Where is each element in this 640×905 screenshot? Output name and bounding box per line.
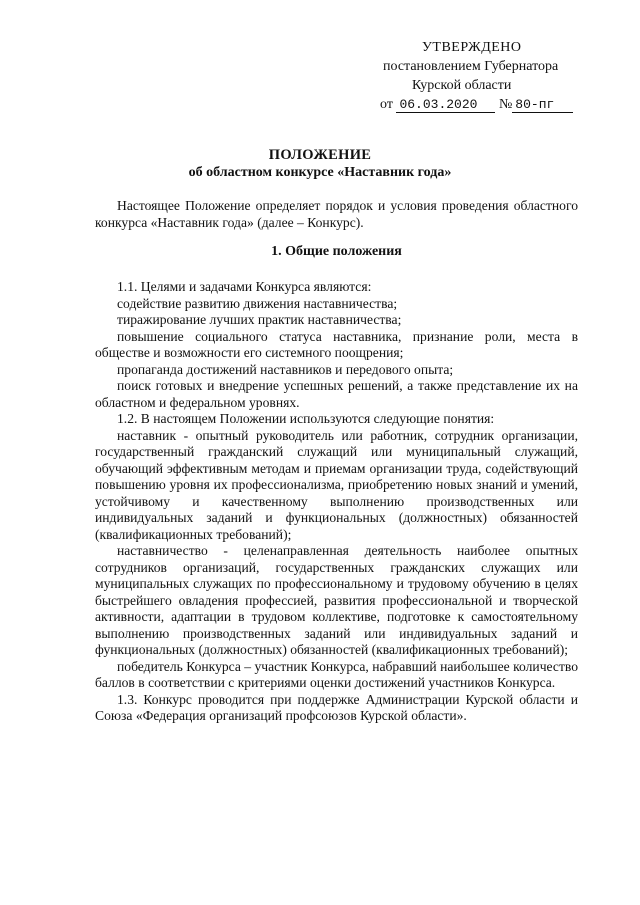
approval-heading: УТВЕРЖДЕНО: [422, 40, 522, 55]
paragraph: содействие развитию движения наставничества;: [117, 295, 398, 311]
paragraph: пропаганда достижений наставников и передового опыта;: [117, 361, 454, 377]
section-heading: 1. Общие положения: [271, 244, 402, 259]
paragraph: тиражирование лучших практик наставничества;: [117, 312, 402, 327]
approval-block: [380, 38, 610, 114]
paragraph: 1.3. Конкурс проводится при поддержке Администрации Курской области и Союза «Федерация организаций профсоюзов Курской области».: [95, 691, 578, 723]
paragraph: поиск готовых и внедрение успешных решений, а также представление их на областном и федеральном уровнях.: [95, 378, 578, 410]
paragraph: наставник - опытный руководитель или работник, сотрудник организации, государственный гражданский служащий или муниципальный служащий, обучающий эффективным методам и приемам организации труда, содействующий повышению уровня их профессионализма, приобретению новых знаний и умений, устойчивому и качественному выполнению производственных или индивидуальных заданий и функциональных (должностных) обязанностей (квалификационных требований);: [95, 427, 578, 542]
approval-date-prefix: от: [380, 97, 393, 112]
approval-date-line: [380, 95, 610, 114]
document-title: ПОЛОЖЕНИЕ: [268, 147, 372, 163]
paragraph: 1.1. Целями и задачами Конкурса являются:: [117, 279, 372, 294]
document-body: [95, 198, 578, 725]
document-subtitle: об областном конкурсе «Наставник года»: [188, 165, 452, 180]
approval-by: постановлением Губернатора: [383, 59, 559, 74]
paragraph: победитель Конкурса – участник Конкурса, набравший наибольшее количество баллов в соответствии с критериями оценки достижений участников Конкурса.: [95, 658, 579, 690]
paragraph: 1.2. В настоящем Положении используются следующие понятия:: [117, 411, 495, 426]
approval-date: 06.03.2020: [396, 97, 495, 113]
paragraph: повышение социального статуса наставника, признание роли, места в обществе и возможности его системного поощрения;: [95, 328, 578, 360]
intro-paragraph: Настоящее Положение определяет порядок и условия проведения областного конкурса «Наставник года» (далее – Конкурс).: [95, 198, 578, 230]
approval-number: 80-пг: [512, 97, 573, 113]
approval-region: Курской области: [412, 78, 512, 93]
paragraph: наставничество - целенаправленная деятельность наиболее опытных сотрудников организаций, государственных гражданских служащих или муниципальных служащих по профессиональному и трудовому обучению в целях быстрейшего овладения профессией, развития профессиональной и творческой активности, адаптации в трудовом коллективе, подготовке к самостоятельному выполнению производственных заданий или индивидуальных заданий и функциональных (должностных) обязанностей (квалификационных требований);: [95, 543, 578, 657]
approval-number-prefix: №: [498, 97, 513, 112]
